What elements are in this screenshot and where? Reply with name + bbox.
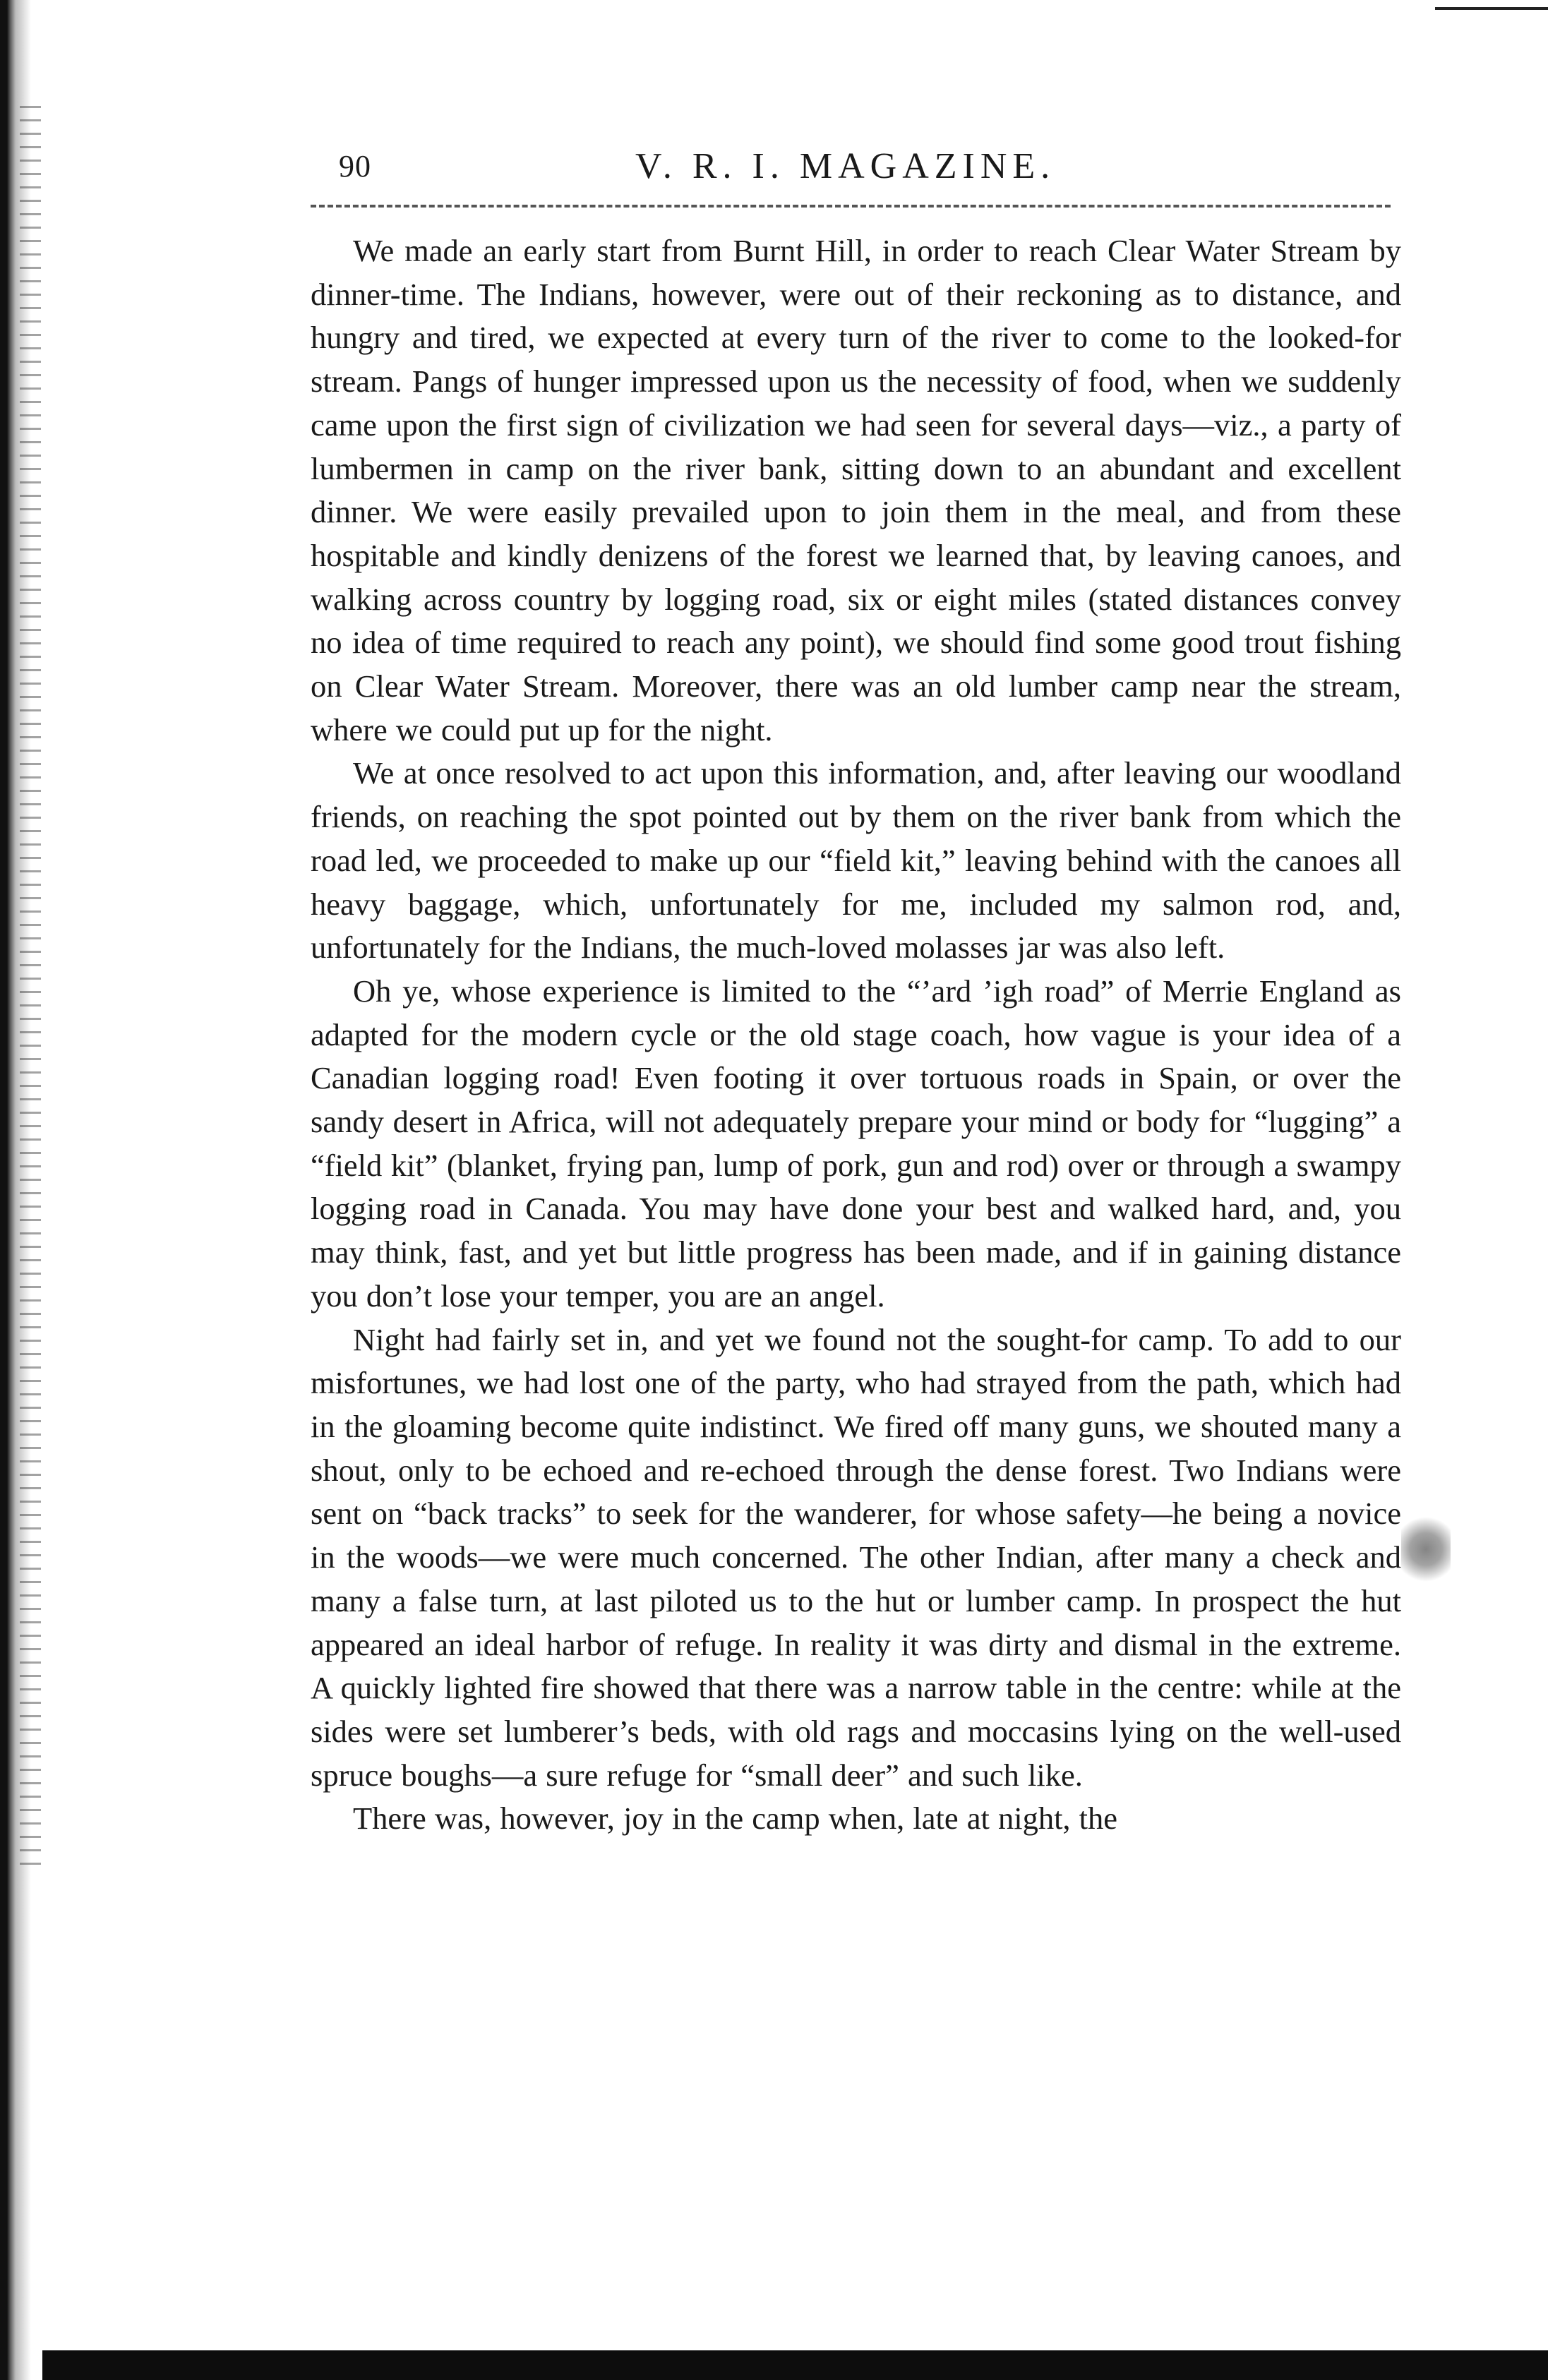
- scan-top-edge-line: [1435, 7, 1548, 10]
- article-body: [311, 229, 1401, 2276]
- header-rule: [311, 205, 1391, 208]
- scan-margin-noise: [20, 106, 41, 1870]
- paragraph-2: We at once resolved to act upon this information, and, after leaving our woodland friends, on reaching the spot pointed out by them on the river bank from which the road led, we proceeded to make up our “field kit,” leaving behind with the canoes all heavy baggage, which, unfortunately for me, included my salmon rod, and, unfortunately for the Indians, the much-loved molasses jar was also left.: [311, 755, 1401, 966]
- running-head: V. R. I. MAGAZINE.: [635, 146, 1056, 186]
- paragraph-3: Oh ye, whose experience is limited to the “’ard ’igh road” of Merrie England as adapted for the modern cycle or the old stage coach, how vague is your idea of a Canadian logging road! Even footing it over tortuous roads in Spain, or over the sandy desert in Africa, will not adequately prepare your mind or body for “lugging” a “field kit” (blanket, frying pan, lump of pork, gun and rod) over or through a swampy logging road in Canada. You may have done your best and walked hard, and, you may think, fast, and yet but little progress has been made, and if in gaining distance you don’t lose your temper, you are an angel.: [311, 973, 1401, 1314]
- paragraph-4: Night had fairly set in, and yet we found not the sought-for camp. To add to our misfortunes, we had lost one of the party, who had strayed from the path, which had in the gloaming become quite indistinct. We fired off many guns, we shouted many a shout, only to be echoed and re-echoed through the dense forest. Two Indians were sent on “back tracks” to seek for the wanderer, for whose safety—he being a novice in the woods—we were much concerned. The other Indian, after many a check and many a false turn, at last piloted us to the hut or lumber camp. In prospect the hut appeared an ideal harbor of refuge. In reality it was dirty and dismal in the extreme. A quickly lighted fire showed that there was a narrow table in the centre: while at the sides were set lumberer’s beds, with old rags and moccasins lying on the well-used spruce boughs—a sure refuge for “small deer” and such like.: [311, 1321, 1401, 1793]
- paragraph-1: We made an early start from Burnt Hill, in order to reach Clear Water Stream by dinner-time. The Indians, however, were out of their reckoning as to distance, and hungry and tired, we expected at every turn of the river to come to the looked-for stream. Pangs of hunger impressed upon us the necessity of food, when we suddenly came upon the first sign of civilization we had seen for several days—viz., a party of lumbermen in camp on the river bank, sitting down to an abundant and excellent dinner. We were easily prevailed upon to join them in the meal, and from these hospitable and kindly denizens of the forest we learned that, by leaving canoes, and walking across country by logging road, six or eight miles (stated distances convey no idea of time required to reach any point), we should find some good trout fishing on Clear Water Stream. Moreover, there was an old lumber camp near the stream, where we could put up for the night.: [311, 233, 1401, 747]
- page-header: [339, 148, 1398, 205]
- paragraph-5: There was, however, joy in the camp when, late at night, the: [353, 1801, 1118, 1837]
- scan-smudge: [1401, 1510, 1451, 1588]
- page-number: 90: [339, 149, 371, 184]
- scan-bottom-edge: [42, 2350, 1548, 2380]
